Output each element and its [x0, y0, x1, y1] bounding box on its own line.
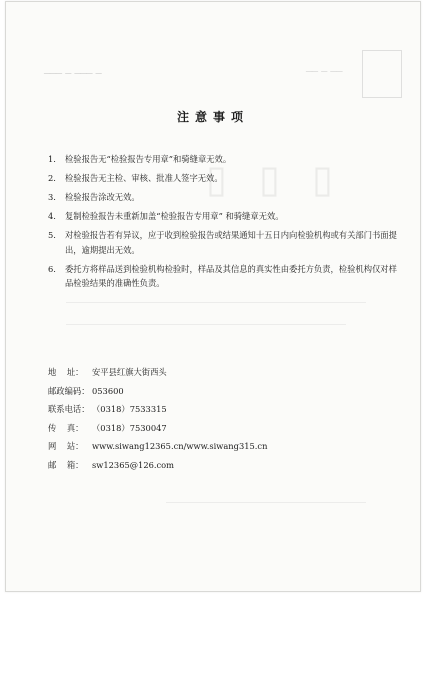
phone-value: （0318）7533315: [92, 404, 167, 414]
list-item: [48, 228, 400, 257]
page-title: 注意事项: [176, 110, 249, 124]
email-value: sw12365@126.com: [92, 459, 175, 470]
list-item: [48, 190, 400, 205]
show-through-line: [66, 302, 366, 303]
note-text: 委托方将样品送到检验机构检验时，样品及其信息的真实性由委托方负责，检验机构仅对样品检验结果的准确性负责。: [65, 263, 397, 288]
show-through-line: [166, 502, 366, 503]
contact-label: 地 址：: [48, 367, 84, 377]
notes-list: [48, 152, 400, 295]
website-row: [48, 439, 388, 453]
fax-row: [48, 421, 388, 435]
note-text: 检验报告无“检验报告专用章”和骑缝章无效。: [65, 154, 232, 164]
show-through-text: ── ─ ──: [306, 67, 343, 78]
contact-label: 联系电话：: [48, 404, 90, 414]
note-number: 6.: [48, 263, 56, 274]
contact-label: 传 真：: [48, 422, 84, 433]
list-item: [48, 171, 400, 186]
note-text: 对检验报告若有异议，应于收到检验报告或结果通知十五日内向检验机构或有关部门书面提出，逾期提出无效。: [65, 230, 397, 255]
note-number: 1.: [48, 154, 56, 164]
note-number: 2.: [48, 173, 56, 183]
note-text: 检验报告涂改无效。: [65, 192, 140, 202]
phone-row: [48, 402, 388, 416]
show-through-heading: ▯ ▯ ▯: [206, 157, 343, 201]
fax-value: （0318）7530047: [92, 422, 167, 433]
note-number: 3.: [48, 192, 56, 202]
contact-label: 网 站：: [48, 441, 84, 451]
note-number: 5.: [48, 230, 56, 240]
show-through-text: ─── ─ ─── ─: [44, 69, 102, 80]
contact-label: 邮 箱：: [48, 459, 84, 470]
address-value: 安平县红旗大街西头: [92, 367, 167, 377]
email-row: [48, 458, 388, 472]
show-through-stamp: [362, 50, 402, 98]
postcode-value: 053600: [92, 385, 124, 396]
note-number: 4.: [48, 211, 56, 221]
contact-label: 邮政编码：: [48, 385, 90, 396]
contact-info: [48, 365, 388, 476]
address-row: [48, 365, 388, 379]
list-item: [48, 209, 400, 224]
postcode-row: [48, 384, 388, 398]
scanned-page: [5, 1, 421, 592]
note-text: 检验报告无主检、审核、批准人签字无效。: [65, 173, 223, 183]
note-text: 复制检验报告未重新加盖“检验报告专用章” 和骑缝章无效。: [65, 211, 284, 221]
list-item: [48, 152, 400, 167]
show-through-line: [66, 324, 346, 325]
website-value: www.siwang12365.cn/www.siwang315.cn: [92, 441, 268, 451]
list-item: [48, 262, 400, 291]
